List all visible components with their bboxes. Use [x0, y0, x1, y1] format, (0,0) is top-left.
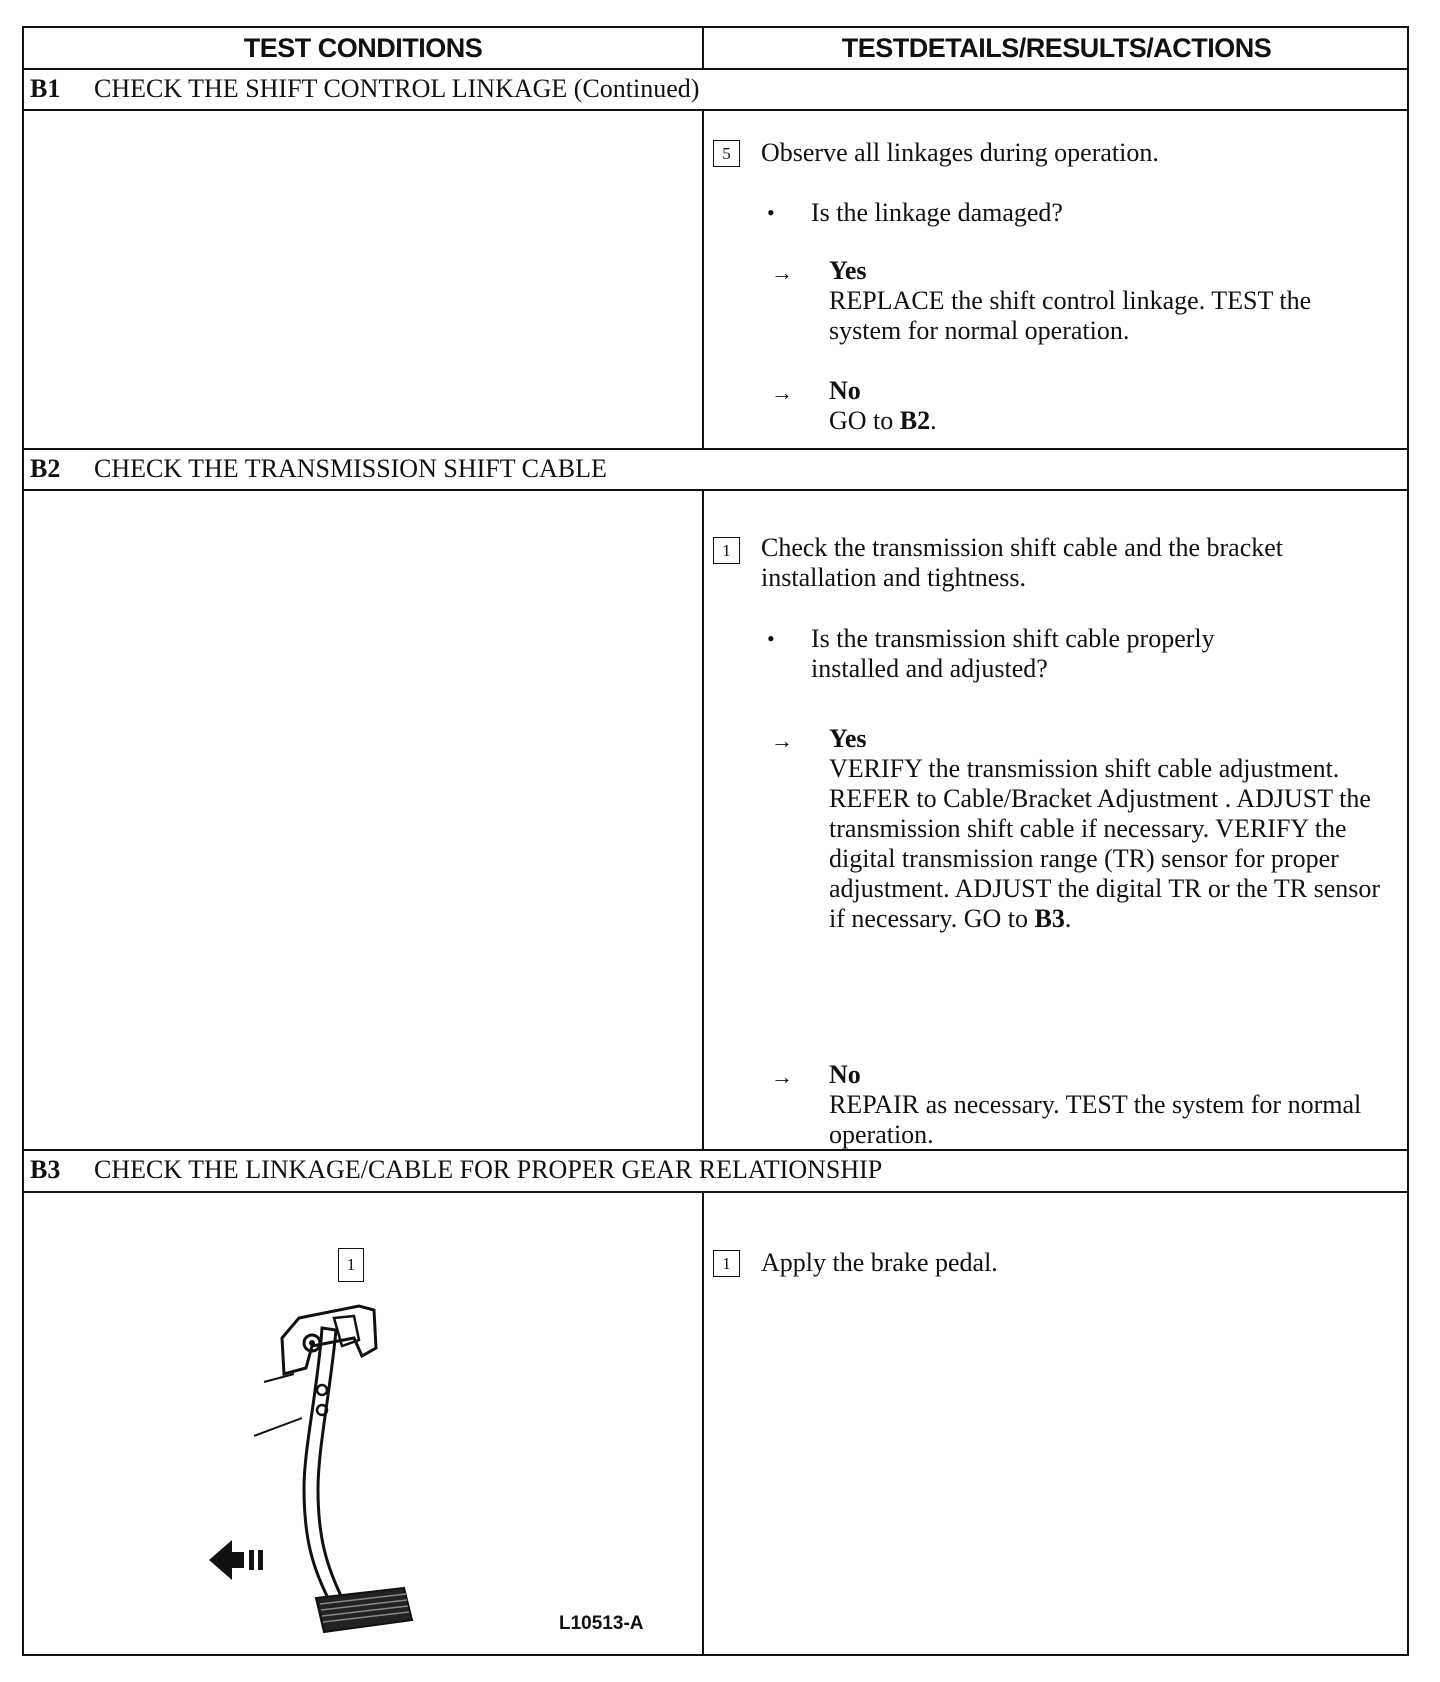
- no-label: No: [829, 376, 861, 405]
- section-b2-title: [30, 449, 607, 489]
- section-b3-title: [30, 1150, 882, 1190]
- column-header-test-details: TESTDETAILS/RESULTS/ACTIONS: [841, 32, 1272, 63]
- yes-action: VERIFY the transmission shift cable adjustment. REFER to Cable/Bracket Adjustment . ADJUST the transmission shift cable if necessary. VERIFY the digital transmission range (TR) sensor for proper adjustment. ADJUST the digital TR or the TR sensor if necessary. GO to: [829, 754, 1381, 933]
- leader-line: [254, 1418, 302, 1436]
- figure-number-box: 1: [338, 1248, 364, 1282]
- step-instruction: Apply the brake pedal.: [761, 1248, 998, 1277]
- section-code: B3: [30, 1155, 61, 1184]
- step-number-box: 1: [713, 1250, 740, 1277]
- yes-action: REPLACE the shift control linkage. TEST the system for normal operation.: [829, 286, 1312, 345]
- leader-line: [264, 1374, 294, 1382]
- bullet-icon: •: [767, 200, 775, 225]
- no-label: No: [829, 1060, 861, 1089]
- rule: [24, 489, 1407, 491]
- pushrod-hole: [317, 1385, 327, 1395]
- no-action-ref: B2: [899, 406, 931, 435]
- question-text: Is the linkage damaged?: [811, 198, 1063, 227]
- yes-label: Yes: [829, 724, 867, 753]
- right-arrow-icon: →: [771, 260, 793, 285]
- step-number-box: 1: [713, 537, 740, 564]
- pivot-bolt-center: [309, 1340, 315, 1346]
- question-text: Is the transmission shift cable properly installed and adjusted?: [811, 624, 1215, 683]
- arrow-tail-bar: [249, 1550, 254, 1570]
- figure-id-label: L10513-A: [559, 1613, 644, 1634]
- question-item: [767, 198, 1391, 228]
- right-arrow-icon: →: [771, 728, 793, 753]
- bullet-icon: •: [767, 626, 775, 651]
- question-item: [767, 624, 1301, 684]
- column-divider: [702, 28, 704, 70]
- brake-pedal-illustration: [194, 1298, 454, 1658]
- section-title: CHECK THE LINKAGE/CABLE FOR PROPER GEAR RELATIONSHIP: [94, 1155, 883, 1184]
- step-number-box: 5: [713, 140, 740, 167]
- section-code: B2: [30, 454, 61, 483]
- step-instruction: Observe all linkages during operation.: [761, 138, 1159, 167]
- section-code: B1: [30, 74, 61, 103]
- apply-force-arrow-icon: [209, 1540, 244, 1580]
- pedal-bracket: [282, 1306, 376, 1374]
- section-title: CHECK THE TRANSMISSION SHIFT CABLE: [94, 454, 607, 483]
- no-action-suffix: .: [930, 406, 937, 435]
- column-divider: [702, 109, 704, 450]
- yes-label: Yes: [829, 256, 867, 285]
- no-response: [829, 376, 1389, 436]
- right-arrow-icon: →: [771, 380, 793, 405]
- yes-action-suffix: .: [1064, 904, 1072, 933]
- yes-action-ref: B3: [1034, 904, 1065, 933]
- yes-response: [829, 256, 1389, 346]
- section-title: CHECK THE SHIFT CONTROL LINKAGE (Continued): [94, 74, 700, 103]
- column-divider: [702, 489, 704, 1151]
- rule: [24, 1191, 1407, 1193]
- no-response: [829, 1060, 1389, 1150]
- pedal-arm: [304, 1328, 344, 1606]
- section-b1-title: [30, 69, 699, 109]
- rule: [24, 109, 1407, 111]
- no-action-prefix: GO to: [829, 406, 900, 435]
- column-header-test-conditions: TEST CONDITIONS: [243, 32, 483, 63]
- yes-response: [829, 724, 1397, 934]
- diagnostic-table: [22, 26, 1409, 1656]
- column-divider: [702, 1191, 704, 1656]
- arrow-tail-bar: [258, 1550, 263, 1570]
- no-action: REPAIR as necessary. TEST the system for normal operation.: [829, 1090, 1362, 1149]
- step-instruction: Check the transmission shift cable and the bracket installation and tightness.: [761, 533, 1284, 592]
- right-arrow-icon: →: [771, 1064, 793, 1089]
